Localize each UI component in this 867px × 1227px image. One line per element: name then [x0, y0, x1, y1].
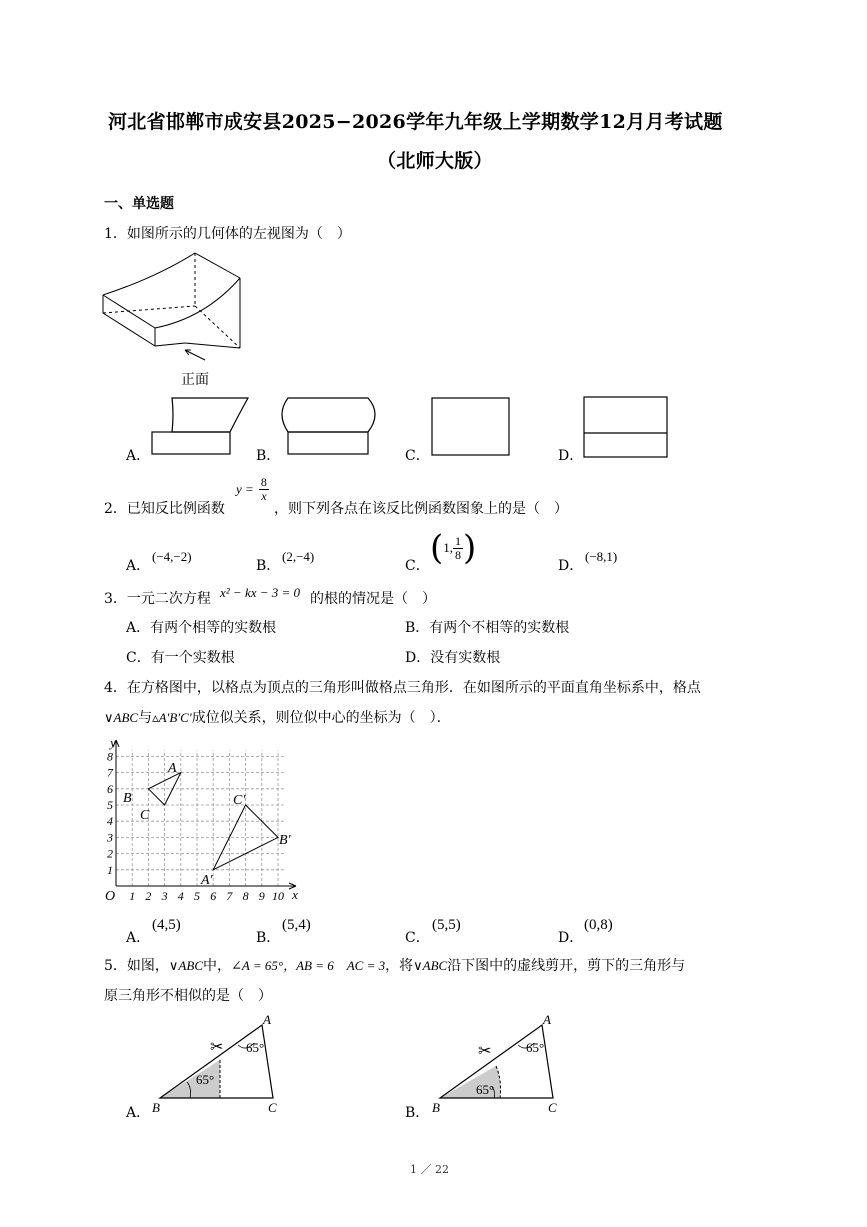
x-tick-label: 3	[161, 889, 168, 903]
q2-option-c-value[interactable]	[430, 528, 476, 568]
question-5-stem-line2: 原三角形不相似的是（ ）	[104, 988, 272, 1004]
q4-option-a-value[interactable]: (4,5)	[152, 917, 181, 933]
q2-function-lhs: y =	[236, 481, 254, 497]
y-tick-label: 7	[107, 765, 113, 780]
q5-stem-c: 中，	[203, 958, 231, 974]
q2-option-c-numerator: 1	[455, 533, 462, 548]
q4-triangle-abc: ∨ABC	[104, 710, 139, 725]
y-tick-label: 3	[107, 830, 113, 845]
q1-option-c-label[interactable]: C．	[405, 448, 430, 464]
q2-option-c-fraction	[453, 535, 463, 562]
q4-stem-tail: 成位似关系，则位似中心的坐标为（ ）．	[191, 710, 451, 726]
y-tick-label: 8	[107, 749, 113, 764]
q5-b-vertex-a: A	[543, 1012, 551, 1027]
q5-stem-g: 沿下图中的虚线剪开，剪下的三角形与	[447, 958, 686, 974]
q5-stem-e: ，将	[385, 958, 414, 974]
q4-triangle-a1b1c1: ▵A′B′C′	[152, 710, 192, 725]
q4-point-c1-label: C′	[233, 793, 246, 808]
question-2-stem-pre: 2．已知反比例函数	[104, 501, 225, 517]
x-tick-label: 10	[272, 889, 284, 903]
x-tick-label: 5	[194, 889, 200, 903]
q3-option-b[interactable]: B．有两个不相等的实数根	[405, 620, 570, 636]
q5-option-b-figure[interactable]	[430, 1010, 570, 1118]
q1-option-d-figure[interactable]	[582, 395, 670, 459]
y-tick-label: 5	[107, 798, 113, 812]
x-tick-label: 6	[210, 889, 217, 903]
q2-option-c-denominator: 8	[455, 547, 462, 562]
question-4-stem-line2	[104, 707, 451, 727]
q2-function-denominator: x	[261, 489, 267, 503]
q1-option-a-label[interactable]: A．	[126, 448, 151, 464]
q4-point-a1-label: A′	[201, 873, 213, 888]
x-tick-label: 1	[129, 889, 136, 903]
q5-a-vertex-c: C	[268, 1100, 277, 1115]
q4-option-d-label[interactable]: D．	[558, 930, 584, 946]
q2-option-d-label[interactable]: D．	[558, 558, 584, 574]
q4-origin-label: O	[104, 889, 116, 904]
q5-stem-b: ∨ABC	[168, 958, 203, 973]
right-paren-icon: )	[463, 528, 477, 568]
q2-option-c-label[interactable]: C．	[405, 558, 430, 574]
q5-stem-f: ∨ABC	[413, 958, 448, 973]
y-tick-label: 1	[107, 862, 113, 877]
q3-option-a[interactable]: A．有两个相等的实数根	[126, 620, 277, 636]
q2-function-numerator: 8	[260, 475, 267, 489]
q1-option-d-label[interactable]: D．	[558, 448, 584, 464]
x-tick-label: 8	[242, 889, 249, 903]
q1-option-b-figure[interactable]	[278, 396, 380, 458]
page-title: 河北省邯郸市成安县2025−2026学年九年级上学期数学12月月考试题	[108, 111, 723, 133]
q5-option-a-figure[interactable]	[150, 1010, 290, 1118]
front-label: 正面	[181, 372, 209, 388]
q1-solid-figure	[95, 248, 255, 388]
q2-function	[236, 476, 269, 503]
q5-a-vertex-b: B	[152, 1100, 160, 1115]
scissors-icon: ✂	[210, 1039, 224, 1056]
q5-stem-a: 5．如图，	[104, 958, 169, 974]
left-paren-icon: (	[430, 528, 444, 568]
q1-option-c-figure[interactable]	[430, 396, 512, 458]
q5-option-a-label[interactable]: A．	[126, 1105, 151, 1121]
question-5-stem-line1	[104, 955, 685, 975]
q5-stem-d: ∠A = 65°，AB = 6 AC = 3	[231, 958, 386, 973]
question-3-stem-post: 的根的情况是（ ）	[310, 591, 436, 607]
y-tick-label: 6	[107, 781, 113, 796]
x-tick-label: 4	[177, 889, 184, 903]
q4-option-d-value[interactable]: (0,8)	[584, 917, 613, 933]
q5-b-angle-cut: 65°	[476, 1082, 495, 1097]
q4-option-c-value[interactable]: (5,5)	[432, 917, 461, 933]
q2-option-b-value[interactable]: (2,−4)	[282, 549, 315, 564]
q2-option-a-label[interactable]: A．	[126, 558, 151, 574]
y-tick-label: 4	[107, 814, 113, 829]
y-tick-label: 2	[107, 846, 113, 861]
q4-coordinate-grid	[100, 734, 310, 906]
q5-b-vertex-c: C	[548, 1100, 557, 1115]
q5-a-vertex-a: A	[263, 1012, 271, 1027]
q4-and-text: 与	[138, 710, 153, 726]
page-number: 1 ／ 22	[410, 1163, 449, 1176]
q3-option-c[interactable]: C．有一个实数根	[126, 650, 235, 666]
q2-option-c-pre: 1,	[443, 540, 454, 555]
section-label: 一、单选题	[104, 196, 174, 212]
x-tick-label: 7	[226, 889, 233, 903]
q2-option-d-value[interactable]: (−8,1)	[585, 549, 618, 564]
q1-option-a-figure[interactable]	[150, 396, 250, 458]
q1-option-b-label[interactable]: B．	[256, 448, 281, 464]
question-2-stem-post: ，则下列各点在该反比例函数图象上的是（ ）	[274, 501, 568, 517]
scissors-icon: ✂	[478, 1043, 492, 1060]
question-4-stem-line1: 4．在方格图中，以格点为顶点的三角形叫做格点三角形．在如图所示的平面直角坐标系中，格点	[104, 680, 701, 696]
q4-point-b-label: B	[123, 791, 132, 806]
q4-y-axis-label: y	[110, 735, 116, 750]
q3-equation: x² − kx − 3 = 0	[220, 585, 301, 600]
q4-point-b1-label: B′	[279, 833, 291, 848]
q4-option-b-label[interactable]: B．	[256, 930, 281, 946]
x-tick-label: 2	[145, 889, 152, 903]
q5-a-angle-a: 65°	[246, 1040, 265, 1055]
q2-function-fraction	[259, 476, 269, 503]
q4-option-b-value[interactable]: (5,4)	[282, 917, 311, 933]
page-subtitle: （北师大版）	[377, 150, 493, 172]
q5-a-angle-cut: 65°	[196, 1072, 215, 1087]
q5-b-angle-a: 65°	[526, 1040, 545, 1055]
q5-b-vertex-b: B	[432, 1100, 440, 1115]
q4-option-a-label[interactable]: A．	[126, 930, 151, 946]
q3-option-d[interactable]: D．没有实数根	[405, 650, 501, 666]
q4-point-c-label: C	[140, 808, 150, 823]
q4-x-axis-label: x	[292, 887, 298, 902]
q5-option-b-label[interactable]: B．	[405, 1105, 430, 1121]
q2-option-b-label[interactable]: B．	[256, 558, 281, 574]
x-tick-label: 9	[258, 889, 265, 903]
q2-option-a-value[interactable]: (−4,−2)	[152, 549, 192, 564]
q4-option-c-label[interactable]: C．	[405, 930, 430, 946]
question-1-stem: 1．如图所示的几何体的左视图为（ ）	[104, 226, 351, 242]
question-3-stem-pre: 3．一元二次方程	[104, 591, 211, 607]
q4-point-a-label: A	[168, 761, 177, 776]
